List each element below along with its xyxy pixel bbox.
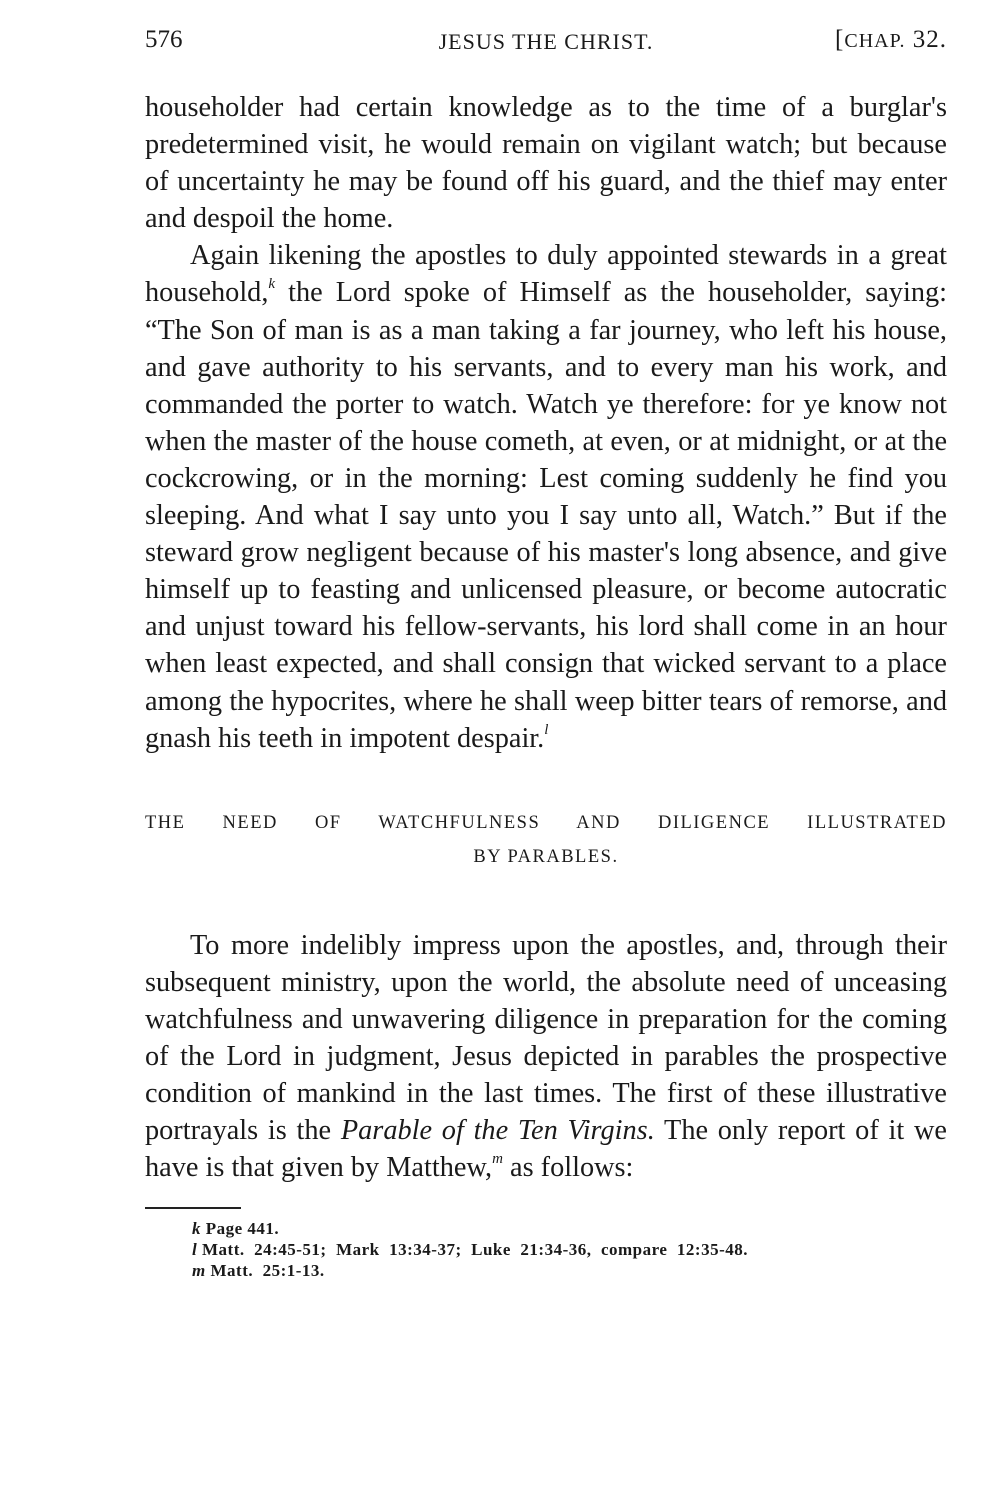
footnote-mark-m: m [192,1261,206,1281]
paragraph-parables-part3: as follows: [502,1152,634,1184]
footnote-ref-l: l [544,721,549,738]
paragraph-stewards-part1: Again likening the apostles to duly appointed stewards in a great household, [145,240,947,309]
footnote-text-m: Matt. 25:1-13. [205,1261,325,1281]
chapter-bracket: [ [835,26,845,53]
paragraph-continuation: householder had certain knowledge as to the time of a burglar's predetermined visit, he would remain on vigilant watch; but because of uncertainty he may be found off his guard, and the thief may enter and despoil the home. [145,92,947,235]
paragraph-stewards-part2: the Lord spoke of Himself as the householder, saying: “The Son of man is as a man taking a far journey, who left his house, and gave authority to his servants, and to every man his work, and commanded the porter to watch. Watch ye therefore: for ye know not when the master of the house cometh, at even, or at midnight, or at the cockcrowing, or in the morning: Lest coming suddenly he find you sleeping. And what I say unto you I say unto all, Watch.” But if the steward grow negligent because of his master's long absence, and give himself up to feasting and unlicensed pleasure, or become autocratic and unjust toward his fellow-servants, his lord shall come in an hour when least expected, and shall consign that wicked servant to a place among the hypocrites, where he shall weep bitter tears of remorse, and gnash his teeth in impotent despair. [145,277,947,754]
footnote-mark-l: l [192,1240,198,1260]
footnote-ref-k: k [268,276,276,293]
book-page [145,26,947,1281]
section-heading [145,806,947,874]
footnote-text-k: Page 441. [201,1219,280,1239]
footnote-rule [145,1207,241,1209]
paragraph-parables [145,927,947,1187]
paragraph-stewards [145,237,947,756]
footnote-k [192,1218,947,1239]
page-number: 576 [145,26,183,53]
body-text-upper [145,89,947,757]
chapter-label: CHAP. [844,30,906,52]
section-heading-line1: THE NEED OF WATCHFULNESS AND DILIGENCE ILLUSTRATED [145,812,947,833]
paragraph-parables-part1: To more indelibly impress upon the apostles, and, through their subsequent ministry, upon the world, the absolute need of unceasing watchfulness and unwavering diligence in preparation for the coming of the Lord in judgment, Jesus depicted in parables the prospective condition of mankind in the last times. The first of these illustrative portrayals is the [145,929,947,1147]
footnote-text-l: Matt. 24:45-51; Mark 13:34-37; Luke 21:34-36, compare 12:35-48. [197,1240,748,1260]
footnote-m [192,1260,947,1281]
body-text-lower [145,927,947,1187]
running-title: JESUS THE CHRIST. [438,29,654,54]
chapter-reference [835,26,947,54]
footnote-mark-k: k [192,1219,201,1239]
footnotes [192,1218,947,1281]
paragraph-parables-part2: The only report of it we have is that given by Matthew, [145,1115,947,1184]
running-head [145,26,947,62]
section-heading-line2: BY PARABLES. [473,846,619,867]
footnote-ref-m: m [492,1151,503,1168]
chapter-number: 32. [912,26,947,53]
parable-title: Parable of the Ten Virgins. [340,1115,655,1147]
footnote-l [192,1239,947,1260]
